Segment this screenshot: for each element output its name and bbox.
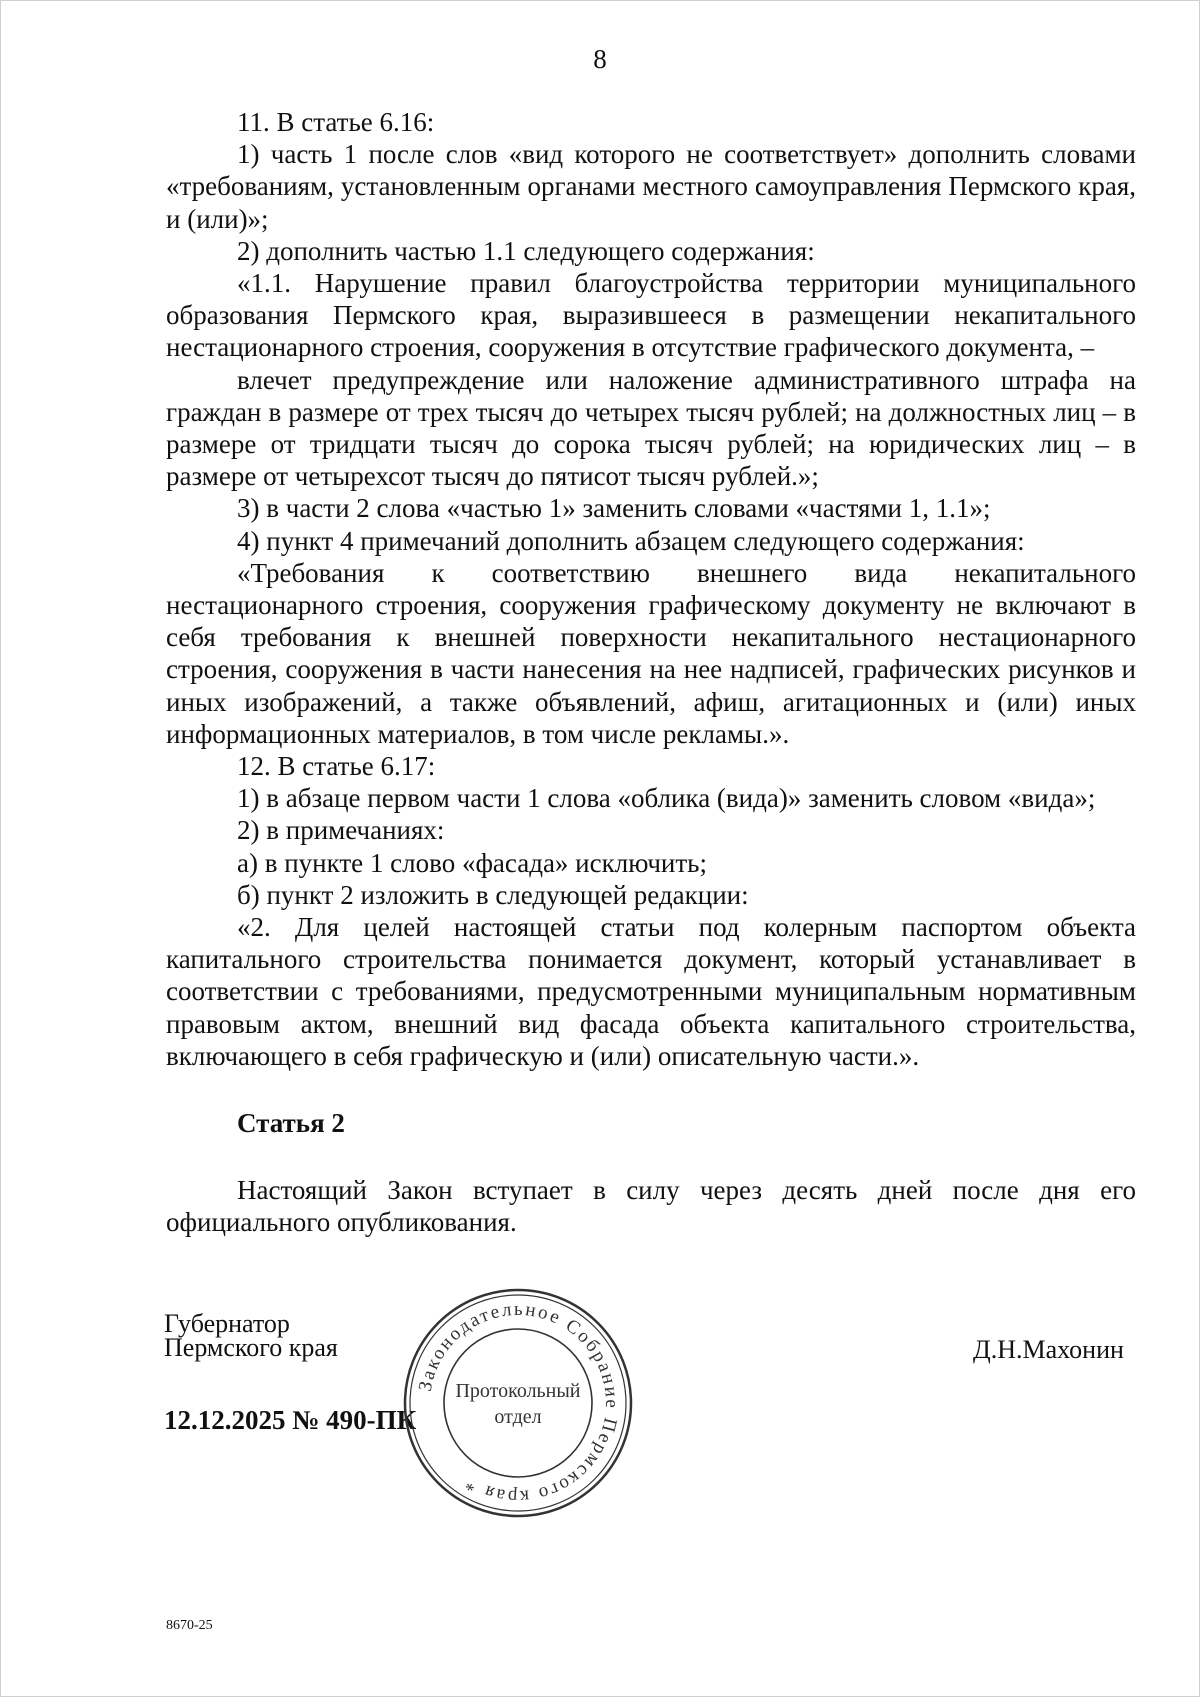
signer-name: Д.Н.Махонин: [973, 1335, 1124, 1364]
seal-center-line: отдел: [494, 1406, 542, 1428]
seal-stamp-icon: [400, 1285, 636, 1521]
svg-text:Законодательное Собрание Пермс: [415, 1299, 622, 1507]
paragraph: 12. В статье 6.17:: [237, 751, 436, 782]
paragraph: 2) в примечаниях:: [237, 815, 445, 846]
paragraph: а) в пункте 1 слово «фасада» исключить;: [237, 847, 707, 878]
page-number: 8: [593, 44, 607, 74]
paragraph: 1) в абзаце первом части 1 слова «облика (вида)» заменить словом «вида»;: [237, 783, 1096, 814]
signer-title-line: Губернатор: [164, 1309, 290, 1338]
paragraph: б) пункт 2 изложить в следующей редакции:: [237, 879, 749, 910]
signer-title-line: Пермского края: [164, 1333, 338, 1362]
paragraph: влечет предупреждение или наложение административного штрафа на граждан в размере от трех тысяч до четырех тысяч рублей; на должностных лиц – в размере от тридцати тысяч до сорока тысяч рублей; на юридических лиц – в размере от четырехсот тысяч до пятисот тысяч рублей.»;: [166, 364, 1136, 492]
law-number: 12.12.2025 № 490-ПК: [164, 1405, 417, 1435]
closing-paragraph: Настоящий Закон вступает в силу через десять дней после дня его официального опубликования.: [166, 1175, 1136, 1238]
paragraph: 3) в части 2 слова «частью 1» заменить словами «частями 1, 1.1»;: [237, 493, 991, 524]
signer-title: [164, 1309, 338, 1362]
article-heading: Статья 2: [237, 1108, 345, 1138]
document-code: 8670-25: [166, 1618, 213, 1633]
paragraph: 1) часть 1 после слов «вид которого не соответствует» дополнить словами «требованиям, установленным органами местного самоуправления Пермского края, и (или)»;: [166, 139, 1136, 234]
paragraph: «1.1. Нарушение правил благоустройства территории муниципального образования Пермского края, выразившееся в размещении некапитального нестационарного строения, сооружения в отсутствие графического документа, –: [166, 268, 1136, 363]
seal-center-line: Протокольный: [455, 1380, 581, 1402]
paragraph: «2. Для целей настоящей статьи под колерным паспортом объекта капитального строительства понимается документ, который устанавливает в соответствии с требованиями, предусмотренными муниципальным нормативным правовым актом, внешний вид фасада объекта капитального строительства, включающего в себя графическую и (или) описательную части.».: [166, 912, 1136, 1071]
paragraph: 11. В статье 6.16:: [237, 107, 435, 137]
seal-ring-text: Законодательное Собрание Пермского края *: [414, 1298, 623, 1508]
paragraph: 4) пункт 4 примечаний дополнить абзацем следующего содержания:: [237, 525, 1025, 556]
paragraph: «Требования к соответствию внешнего вида некапитального нестационарного строения, сооружения графическому документу не включают в себя требования к внешней поверхности некапитального нестационарного строения, сооружения в части нанесения на нее надписей, графических рисунков и иных изображений, а также объявлений, афиш, агитационных и (или) иных информационных материалов, в том числе рекламы.».: [166, 557, 1136, 749]
amendment-text: [166, 106, 1136, 1072]
paragraph: 2) дополнить частью 1.1 следующего содержания:: [237, 235, 815, 266]
official-seal: [400, 1285, 636, 1521]
